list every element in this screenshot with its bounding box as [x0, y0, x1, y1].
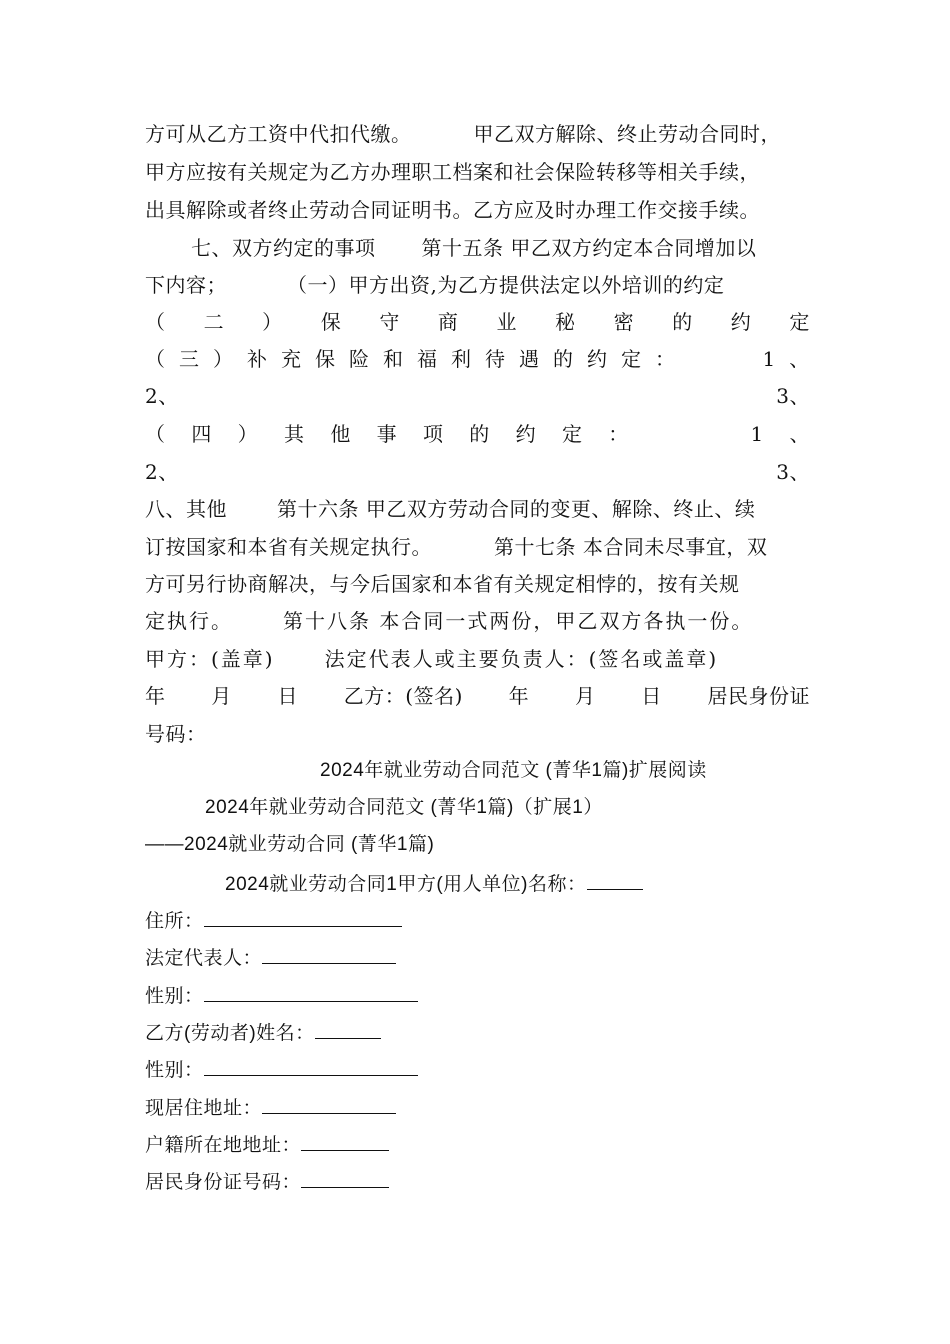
char: 四 — [191, 422, 212, 446]
form-row — [145, 1020, 810, 1046]
form-row — [145, 1057, 810, 1083]
month-label: 月 — [211, 684, 232, 708]
household-address-label: 户籍所在地地址： — [145, 1135, 302, 1156]
address-blank — [204, 908, 402, 927]
char: 保 — [315, 347, 336, 371]
paragraph-line: 甲方应按有关规定为乙方办理职工档案和社会保险转移等相关手续， — [145, 160, 760, 184]
char: 商 — [437, 310, 459, 334]
id-label: 居民身份证 — [707, 684, 810, 708]
year-label: 年 — [145, 684, 166, 708]
char: ： — [608, 422, 629, 446]
char: 他 — [330, 422, 351, 446]
list-number: 3、 — [776, 384, 810, 408]
char: ） — [237, 422, 259, 446]
clause-text: 第十六条 甲乙双方劳动合同的变更、解除、终止、续 — [277, 497, 756, 521]
form-row — [145, 1169, 810, 1195]
paragraph-line: 方可另行协商解决，与今后国家和本省有关规定相悖的，按有关规 — [145, 572, 740, 596]
char: ： — [655, 347, 676, 371]
char: 定 — [561, 422, 583, 446]
paragraph-line: 出具解除或者终止劳动合同证明书。乙方应及时办理工作交接手续。 — [145, 198, 760, 222]
char: 二 — [203, 310, 225, 334]
char: 其 — [283, 422, 305, 446]
char: 秘 — [555, 310, 576, 334]
char: 充 — [281, 347, 302, 371]
char: 利 — [451, 347, 472, 371]
char: 事 — [376, 422, 398, 446]
char: 的 — [553, 347, 574, 371]
signature-line — [145, 684, 810, 708]
char: 约 — [587, 347, 608, 371]
char: ） — [213, 347, 234, 371]
legal-rep-label: 法定代表人或主要负责人：(签名或盖章) — [324, 647, 719, 671]
text-segment: 定执行。 — [145, 609, 233, 633]
paragraph-line — [145, 122, 810, 146]
char: 险 — [349, 347, 370, 371]
extended-reading-title: 2024年就业劳动合同范文 (菁华1篇)扩展阅读 — [320, 760, 707, 781]
text-segment: 方可从乙方工资中代扣代缴。 — [145, 122, 412, 146]
gender-blank — [204, 1057, 418, 1076]
text-segment: 甲乙双方解除、终止劳动合同时， — [473, 122, 781, 146]
form-row — [145, 1095, 810, 1121]
clause-text: 第十五条 甲乙双方约定本合同增加以 — [421, 236, 757, 260]
extended-reading-subtitle: 2024年就业劳动合同范文 (菁华1篇)（扩展1） — [205, 797, 603, 818]
day-label: 日 — [277, 684, 299, 708]
char: 约 — [515, 422, 537, 446]
char: 守 — [379, 310, 400, 334]
justified-line — [145, 460, 810, 484]
list-number: 2、 — [145, 460, 179, 484]
party-b-label: 乙方：(签名) — [343, 684, 463, 708]
char: 福 — [417, 347, 438, 371]
year-label: 年 — [508, 684, 530, 708]
paragraph-line — [145, 273, 810, 297]
contract-dash-title: ——2024就业劳动合同 (菁华1篇) — [145, 834, 435, 855]
clause-text: 第十七条 本合同未尽事宜，双 — [494, 535, 768, 559]
employee-name-label: 乙方(劳动者)姓名： — [145, 1023, 315, 1044]
contract-title: 2024就业劳动合同1甲方(用人单位)名称： — [225, 874, 587, 895]
justified-line — [145, 422, 810, 446]
char: 、 — [789, 347, 810, 371]
address-label: 住所： — [145, 911, 204, 932]
gender-blank — [204, 983, 418, 1002]
list-number: 2、 — [145, 384, 179, 408]
employee-name-blank — [315, 1020, 381, 1039]
party-a-label: 甲方：(盖章) — [145, 647, 275, 671]
current-address-blank — [262, 1095, 396, 1114]
char: 的 — [469, 422, 490, 446]
form-row — [145, 908, 810, 934]
char: 项 — [422, 422, 444, 446]
char: 遇 — [519, 347, 540, 371]
char: 定 — [789, 310, 810, 334]
justified-line — [145, 310, 810, 334]
char: （ — [145, 422, 166, 446]
gender-label: 性别： — [145, 986, 204, 1007]
justified-line — [145, 384, 810, 408]
legal-rep-label: 法定代表人： — [145, 948, 263, 969]
char: 约 — [730, 310, 752, 334]
char: 的 — [672, 310, 693, 334]
char: （ — [145, 310, 166, 334]
text-segment: （一）甲方出资,为乙方提供法定以外培训的约定 — [287, 273, 725, 297]
char: 业 — [496, 310, 517, 334]
section-heading: 七、双方约定的事项 — [191, 236, 376, 260]
spacer — [655, 422, 725, 446]
section-heading: 八、其他 — [145, 497, 227, 521]
char: 1 — [750, 422, 764, 446]
id-number-blank — [301, 1169, 389, 1188]
signature-line — [145, 647, 810, 671]
contract-title-line — [225, 871, 705, 897]
char: ） — [262, 310, 283, 334]
list-number: 3、 — [776, 460, 810, 484]
text-segment: 下内容； — [145, 273, 227, 297]
char: 和 — [383, 347, 404, 371]
char: 补 — [247, 347, 268, 371]
household-address-blank — [301, 1132, 389, 1151]
form-row — [145, 1132, 810, 1158]
paragraph-line — [145, 535, 810, 559]
gender-label: 性别： — [145, 1060, 204, 1081]
char: 、 — [789, 422, 810, 446]
char: 1 — [762, 347, 776, 371]
text-segment: 订按国家和本省有关规定执行。 — [145, 535, 432, 559]
current-address-label: 现居住地址： — [145, 1098, 263, 1119]
char: 保 — [320, 310, 342, 334]
char: （ — [145, 347, 166, 371]
month-label: 月 — [574, 684, 596, 708]
clause-text: 第十八条 本合同一式两份，甲乙双方各执一份。 — [283, 609, 754, 633]
employer-name-blank — [587, 871, 643, 890]
id-number-label: 居民身份证号码： — [145, 1172, 302, 1193]
paragraph-line — [145, 497, 810, 521]
form-row — [145, 983, 810, 1009]
char: 密 — [613, 310, 635, 334]
char: 待 — [485, 347, 506, 371]
paragraph-line — [145, 609, 810, 633]
char: 三 — [179, 347, 200, 371]
day-label: 日 — [641, 684, 662, 708]
legal-rep-blank — [262, 945, 396, 964]
paragraph-line: 号码： — [145, 722, 207, 746]
paragraph-line — [145, 236, 810, 260]
form-row — [145, 945, 810, 971]
spacer — [689, 347, 749, 371]
justified-line — [145, 347, 810, 371]
char: 定 — [621, 347, 642, 371]
